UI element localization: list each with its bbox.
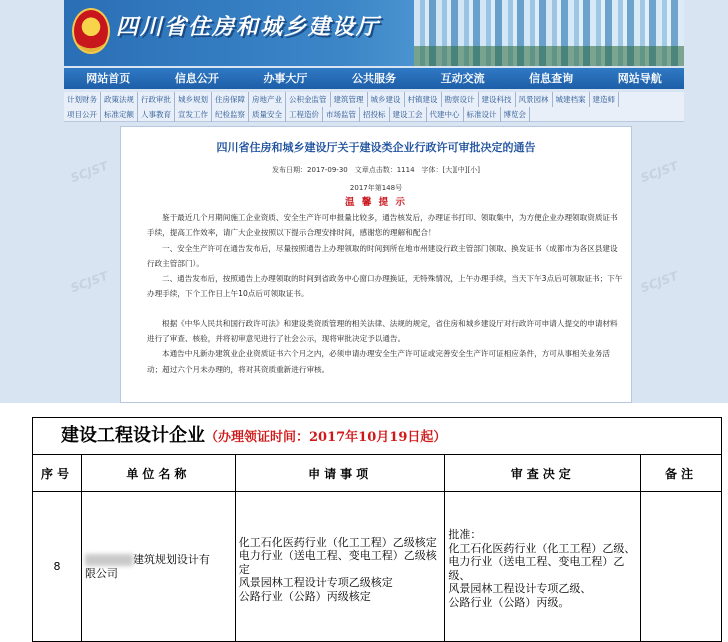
header-number: 序号 [33,455,82,492]
table-header-row [33,455,722,492]
sub-nav-item[interactable]: 建筑管理 [331,92,368,107]
nav-item-service-hall[interactable]: 办事大厅 [263,72,308,85]
sub-nav-item[interactable]: 纪检监察 [212,107,249,122]
company-name-part: 限公司 [84,566,118,580]
notice-paragraph: 二、通告发布后，按照通告上办理领取的时间到省政务中心窗口办理换证，无特殊情况，上午办理手续，当天下午3点后可领取证书；下午办理手续，下个工作日上午10点后可领取证书。 [147,274,623,299]
sub-nav-item[interactable]: 招投标 [360,107,390,122]
nav-item-public-service[interactable]: 公共服务 [352,72,397,85]
notice-meta: 发布日期：2017-09-30 文章点击数：1114 字体：[大][中][小] [272,166,480,174]
header-application: 申请事项 [235,455,445,492]
nav-item-home[interactable]: 网站首页 [86,72,131,85]
paragraph-gap [147,302,625,316]
decision-head: 批准： [448,528,482,541]
sheet-title-subtitle: （办理领证时间：2017年10月19日起） [205,430,447,445]
main-nav [64,68,684,89]
sub-nav-item[interactable]: 风景园林 [516,92,553,107]
application-item: 风景园林工程设计专项乙级核定 [238,576,393,590]
sub-nav-item[interactable]: 行政审批 [138,92,175,107]
application-item: 电力行业（送电工程、变电工程）乙级核定 [238,549,437,576]
application-item: 化工石化医药行业（化工工程）乙级核定 [238,535,437,549]
sub-nav-item[interactable]: 建设工会 [390,107,427,122]
watermark: SCJST [68,158,110,186]
sub-nav-item[interactable]: 政策法规 [101,92,138,107]
notice-body [147,210,625,377]
sub-nav-item[interactable]: 标准定额 [101,107,138,122]
sub-nav-item[interactable]: 勘察设计 [442,92,479,107]
decision-item: 公路行业（公路）丙级。 [448,595,570,609]
sub-nav-item[interactable]: 城乡建设 [368,92,405,107]
sheet-title-main: 建设工程设计企业 [61,425,205,446]
sub-nav-item[interactable]: 公积金监管 [286,92,331,107]
site-title: 四川省住房和城乡建设厅 [116,14,381,40]
sub-nav-item[interactable]: 质量安全 [249,107,286,122]
table-row [33,492,722,642]
cell-remark [641,492,722,642]
nav-item-interaction[interactable]: 互动交流 [440,72,485,85]
sub-nav-item[interactable]: 住房保障 [212,92,249,107]
notice-panel [120,126,632,403]
notice-paragraph: 鉴于最近几个月期间施工企业资质、安全生产许可申报量比较多，通告核发后，办理证书打印、领取集中，为方便企业办理领取资质证书手续，提高工作效率，请广大企业按照以下提示合理安排时间，感谢您的理解和配合！ [147,213,618,238]
site-banner [64,0,684,66]
nav-item-site-guide[interactable]: 网站导航 [617,72,662,85]
sub-nav-item[interactable]: 人事教育 [138,107,175,122]
warning-heading: 温 馨 提 示 [345,197,407,208]
sub-nav-item[interactable]: 代建中心 [427,107,464,122]
header-company: 单位名称 [81,455,235,492]
cell-decision [445,492,641,642]
spreadsheet-screenshot [0,403,728,636]
sub-nav-item[interactable]: 项目公开 [64,107,101,122]
header-remark: 备注 [641,455,722,492]
application-item: 公路行业（公路）丙级核定 [238,589,371,603]
notice-paragraph: 本通告中凡新办建筑业企业资质证书六个月之内，必须申请办理安全生产许可证或完善安全生产许可证相应条件，方可从事相关业务活动；超过六个月未办理的，将对其资质重新进行审核。 [147,349,611,374]
sub-nav [64,92,684,122]
nav-item-info-public[interactable]: 信息公开 [174,72,219,85]
national-emblem-icon [72,8,110,54]
forest-image [414,46,684,66]
sub-nav-row-1 [64,92,684,107]
sub-nav-item[interactable]: 市场监管 [323,107,360,122]
cell-company [81,492,235,642]
notice-paragraph: 一、安全生产许可在通告发布后，尽量按照通告上办理领取的时间到所在地市州建设行政主管部门领取、换发证书（成都市为各区县建设行政主管部门）。 [147,243,618,268]
sub-nav-item[interactable]: 城建档案 [553,92,590,107]
approval-table [32,454,722,642]
decision-item: 电力行业（送电工程、变电工程）乙级、 [448,555,625,582]
redacted-text [85,554,133,566]
sub-nav-item[interactable]: 建造师 [590,92,620,107]
decision-item: 风景园林工程设计专项乙级、 [448,582,592,595]
notice-paragraph: 根据《中华人民共和国行政许可法》和建设类资质管理的相关法律、法规的规定，省住房和城乡建设厅对行政许可申请人提交的申请材料进行了审查、核验，并将初审意见进行了社会公示，现将审批决定予以通告。 [147,318,618,344]
sub-nav-item[interactable]: 房地产业 [249,92,286,107]
decision-item: 化工石化医药行业（化工工程）乙级、 [448,541,636,555]
sub-nav-item[interactable]: 城乡规划 [175,92,212,107]
cell-number: 8 [33,492,82,642]
cell-application [235,492,445,642]
watermark: SCJST [638,268,680,296]
sub-nav-item[interactable]: 建设科技 [479,92,516,107]
company-name-part: 建筑规划设计有 [132,553,210,566]
sub-nav-item[interactable]: 工程造价 [286,107,323,122]
sheet-title [32,417,722,454]
sub-nav-item[interactable]: 村镇建设 [405,92,442,107]
nav-item-info-query[interactable]: 信息查询 [529,72,574,85]
notice-title: 四川省住房和城乡建设厅关于建设类企业行政许可审批决定的通告 [216,141,536,154]
document-number: 2017年第148号 [349,184,403,192]
sub-nav-item[interactable]: 标准设计 [464,107,501,122]
sub-nav-row-2 [64,107,684,122]
sub-nav-item[interactable]: 博览会 [501,107,531,122]
header-decision: 审查决定 [445,455,641,492]
watermark: SCJST [68,268,110,296]
sub-nav-item[interactable]: 计划财务 [64,92,101,107]
watermark: SCJST [638,158,680,186]
sub-nav-item[interactable]: 宣发工作 [175,107,212,122]
